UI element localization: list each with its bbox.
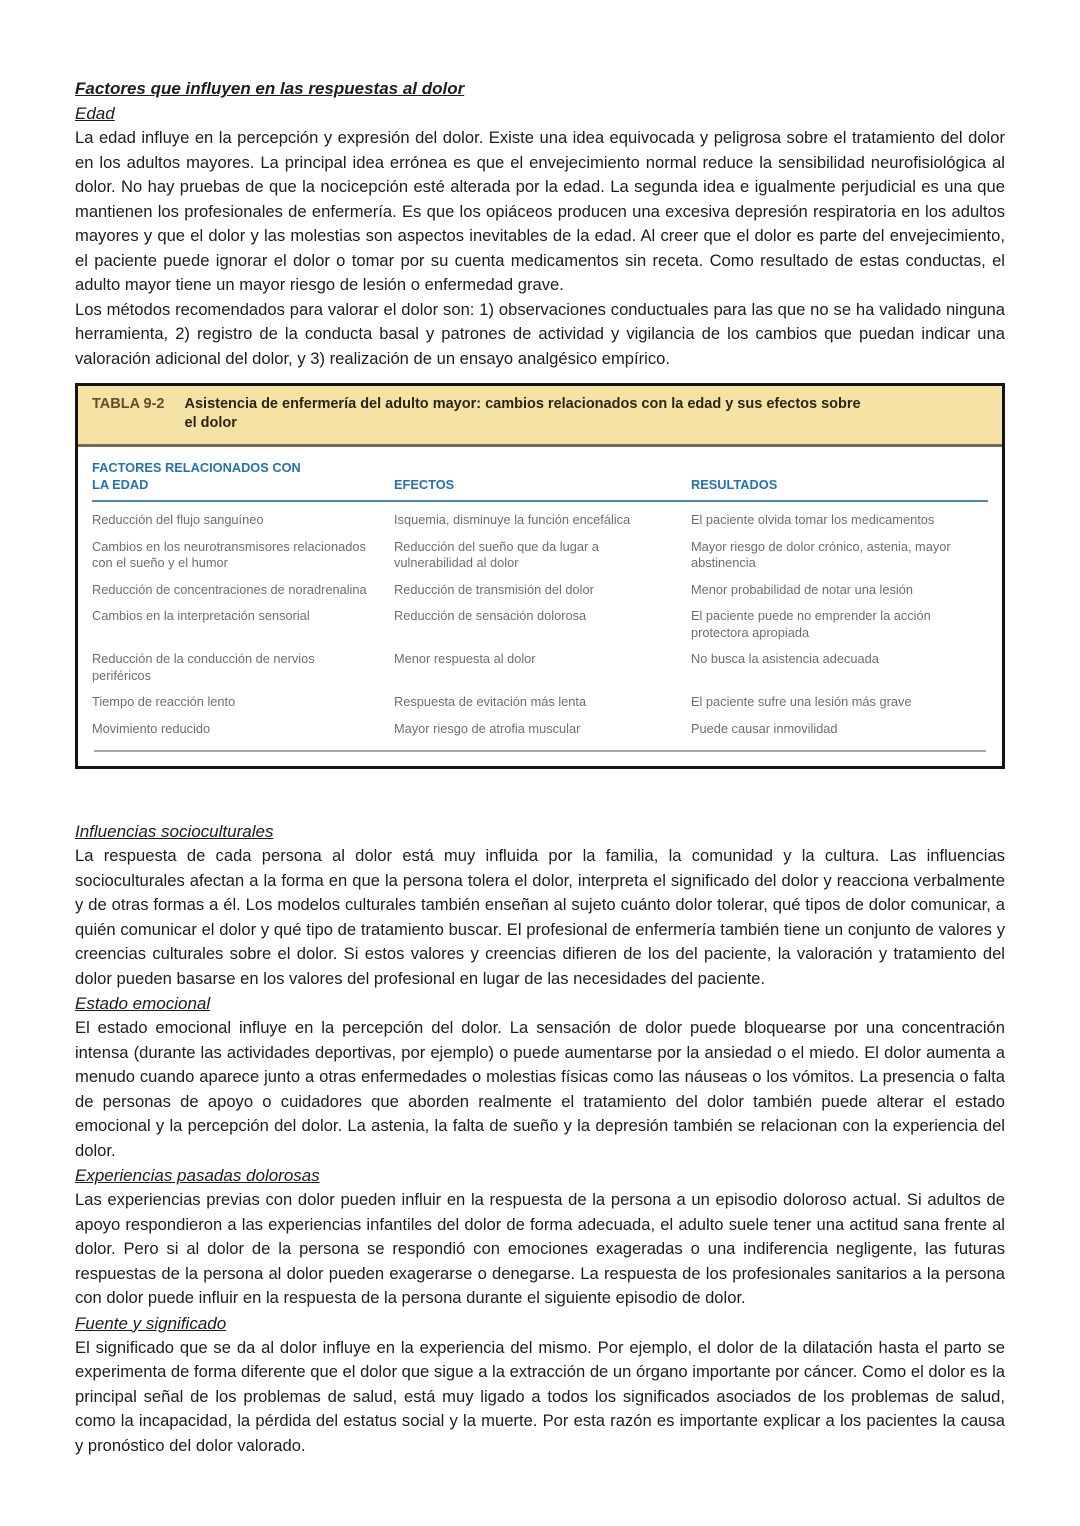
table-cell: Mayor riesgo de atrofia muscular <box>394 720 581 736</box>
table-cell: Cambios en la interpretación sensorial <box>92 608 310 623</box>
table-row <box>92 582 988 599</box>
table-body <box>78 447 1002 766</box>
table-row <box>92 651 988 684</box>
column-header: RESULTADOS <box>691 477 778 492</box>
table-cell: Cambios en los neurotransmisores relacionados con el sueño y el humor <box>92 538 366 570</box>
paragraph: Los métodos recomendados para valorar el dolor son: 1) observaciones conductuales para las que no se ha validado ninguna herramienta, 2) registro de la conducta basal y patrones de actividad y vigilancia de los cambios que puedan indicar una valoración adicional del dolor, y 3) realización de un ensayo analgésico empírico. <box>75 299 1005 368</box>
section-heading-fuente-y-significado: Fuente y significado <box>75 1313 227 1333</box>
table-cell: Mayor riesgo de dolor crónico, astenia, mayor abstinencia <box>691 538 951 570</box>
table-title-band <box>78 386 1002 447</box>
table-label: TABLA 9-2 <box>92 396 165 412</box>
table-tabla-9-2 <box>75 383 1005 769</box>
table-bottom-rule <box>94 750 986 752</box>
table-header-row <box>92 459 988 502</box>
section-heading-edad: Edad <box>75 104 115 123</box>
table-cell: Reducción de la conducción de nervios periféricos <box>92 651 315 683</box>
column-header: FACTORES RELACIONADOS CON LA EDAD <box>92 460 301 492</box>
column-header: EFECTOS <box>394 477 455 492</box>
table-cell: Reducción de transmisión del dolor <box>394 581 594 597</box>
table-cell: Reducción del sueño que da lugar a vulnerabilidad al dolor <box>394 538 599 570</box>
table-row <box>92 539 988 572</box>
table-cell: Tiempo de reacción lento <box>92 694 236 709</box>
paragraph: Las experiencias previas con dolor pueden influir en la respuesta de la persona a un episodio doloroso actual. Si adultos de apoyo respondieron a las experiencias infantiles del dolor de forma adecuada, el adulto suele tener una actitud sana frente al dolor. Pero si al dolor de la persona se respondió con emociones exageradas o una indiferencia negligente, las futuras respuestas de la persona al dolor pueden exagerarse o denegarse. La respuesta de los profesionales sanitarios a la persona con dolor puede influir en la respuesta de la persona durante el siguiente episodio de dolor. <box>75 1190 1005 1307</box>
table-row <box>92 512 988 529</box>
section-heading-experiencias-pasadas: Experiencias pasadas dolorosas <box>75 1166 320 1185</box>
paragraph: El estado emocional influye en la percepción del dolor. La sensación de dolor puede bloquearse por una concentración intensa (durante las actividades deportivas, por ejemplo) o puede aumentarse por la ansiedad o el miedo. El dolor aumenta a menudo cuando aparece junto a otras enfermedades o molestias físicas como las náuseas o los vómitos. La presencia o falta de personas de apoyo o cuidadores que aborden realmente el tratamiento del dolor también puede alterar el estado emocional y la percepción del dolor. La astenia, la falta de sueño y la depresión también se relacionan con la experiencia del dolor. <box>75 1018 1005 1160</box>
table-cell: Reducción de sensación dolorosa <box>394 608 587 623</box>
paragraph: El significado que se da al dolor influye en la experiencia del mismo. Por ejemplo, el dolor de la dilatación hasta el parto se experimenta de forma diferente que el dolor que sigue a la extracción de un órgano importante por cáncer. Como el dolor es la principal señal de los problemas de salud, está muy ligado a todos los significados asociados de los problemas de salud, como la incapacidad, la pérdida del estatus social y la muerte. Por esta razón es importante explicar a los pacientes la causa y pronóstico del dolor valorado. <box>75 1337 1005 1455</box>
table-cell: Isquemia, disminuye la función encefálica <box>394 512 631 527</box>
section-heading-influencias-socioculturales: Influencias socioculturales <box>75 822 274 841</box>
section-heading-estado-emocional: Estado emocional <box>75 994 211 1013</box>
table-cell: Reducción del flujo sanguíneo <box>92 512 264 527</box>
table-cell: Menor probabilidad de notar una lesión <box>691 581 913 597</box>
page-title: Factores que influyen en las respuestas al dolor <box>75 79 465 98</box>
table-cell: Menor respuesta al dolor <box>394 651 536 666</box>
paragraph: La respuesta de cada persona al dolor está muy influida por la familia, la comunidad y la cultura. Las influencias socioculturales afectan a la forma en que la persona tolera el dolor, interpreta el significado del dolor y reacciona verbalmente y de otras formas a él. Los modelos culturales también enseñan al sujeto cuánto dolor tolerar, qué tipos de dolor comunicar, a quién comunicar el dolor y qué tipo de tratamiento buscar. El profesional de enfermería también tiene un conjunto de valores y creencias culturales sobre el dolor. Si estos valores y creencias difieren de los del paciente, la valoración y tratamiento del dolor pueden basarse en los valores del profesional en lugar de las necesidades del paciente. <box>75 846 1005 988</box>
table-cell: El paciente olvida tomar los medicamentos <box>691 512 935 527</box>
table-row <box>92 694 988 711</box>
table-cell: El paciente puede no emprender la acción protectora apropiada <box>691 608 931 640</box>
table-row <box>92 608 988 641</box>
table-row <box>92 721 988 738</box>
table-cell: Respuesta de evitación más lenta <box>394 694 587 709</box>
table-cell: No busca la asistencia adecuada <box>691 651 879 666</box>
table-cell: Movimiento reducido <box>92 720 211 736</box>
paragraph: La edad influye en la percepción y expresión del dolor. Existe una idea equivocada y peligrosa sobre el tratamiento del dolor en los adultos mayores. La principal idea errónea es que el envejecimiento normal reduce la sensibilidad neurofisiológica al dolor. No hay pruebas de que la nocicepción esté alterada por la edad. La segunda idea e igualmente perjudicial es una que mantienen los profesionales de enfermería. Es que los opiáceos producen una excesiva depresión respiratoria en los adultos mayores y que el dolor y las molestias son aspectos inevitables de la edad. Al creer que el dolor es parte del envejecimiento, el paciente puede ignorar el dolor o tomar por su cuenta medicamentos sin receta. Como resultado de estas conductas, el adulto mayor tiene un mayor riesgo de lesión o enfermedad grave. <box>75 128 1005 294</box>
table-cell: El paciente sufre una lesión más grave <box>691 694 912 709</box>
table-cell: Puede causar inmovilidad <box>691 720 838 736</box>
table-title: Asistencia de enfermería del adulto mayor: cambios relacionados con la edad y sus efectos sobre el dolor <box>184 396 861 431</box>
table-cell: Reducción de concentraciones de noradrenalina <box>92 581 367 597</box>
